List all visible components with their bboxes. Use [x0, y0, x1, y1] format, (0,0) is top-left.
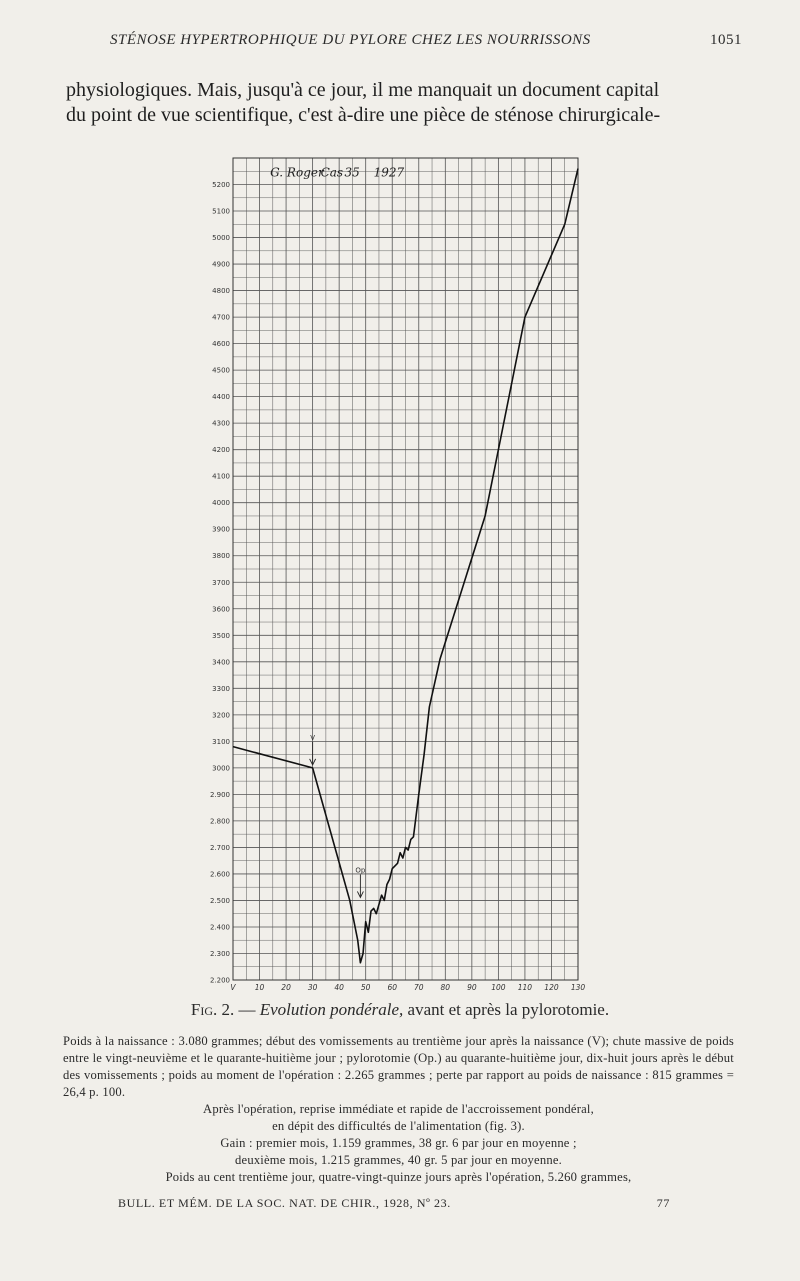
- x-tick-label: 20: [281, 983, 291, 990]
- handwritten-header-text: 35: [344, 165, 360, 180]
- figure-label: Fig. 2.: [190, 1000, 235, 1019]
- y-tick-label: 3500: [212, 631, 230, 640]
- weight-chart: [200, 150, 600, 990]
- figure-title: Evolution pondérale,: [259, 1000, 404, 1019]
- y-tick-label: 2.700: [209, 843, 230, 852]
- y-tick-label: 2.800: [209, 817, 230, 826]
- running-head: [70, 32, 742, 49]
- page-footer: [118, 1196, 670, 1211]
- y-tick-label: 3800: [212, 552, 230, 561]
- x-tick-label: 70: [413, 983, 424, 990]
- y-tick-label: 5100: [212, 207, 230, 216]
- x-tick-label: 90: [467, 983, 477, 990]
- y-tick-label: 2.900: [209, 790, 230, 799]
- figure-dash: —: [238, 1000, 256, 1019]
- y-tick-label: 4600: [212, 340, 230, 349]
- y-tick-label: 2.400: [209, 923, 230, 932]
- y-tick-label: 3400: [212, 658, 230, 667]
- x-tick-label: 110: [517, 983, 533, 990]
- page-number: 1051: [710, 32, 742, 48]
- x-tick-label: 10: [254, 983, 265, 990]
- handwritten-header-text: Cas: [320, 165, 344, 180]
- signature-number: 77: [656, 1196, 670, 1210]
- y-tick-label: 2.200: [209, 976, 230, 985]
- y-tick-label: 3700: [212, 578, 230, 587]
- legend-line: Gain : premier mois, 1.159 grammes, 38 gr. 6 par jour en moyenne ;: [220, 1136, 577, 1150]
- x-tick-label: 40: [334, 983, 344, 990]
- y-tick-label: 4800: [212, 287, 230, 296]
- x-tick-label: 100: [491, 983, 506, 990]
- y-axis-ticks: [210, 181, 230, 984]
- y-tick-label: 4300: [212, 419, 230, 428]
- legend-line: Poids au cent trentième jour, quatre-vingt-quinze jours après l'opération, 5.260 grammes,: [165, 1170, 632, 1184]
- x-tick-label: 120: [544, 983, 559, 990]
- legend-line: en dépit des difficultés de l'alimentation (fig. 3).: [272, 1119, 525, 1133]
- intro-line: du point de vue scientifique, c'est à-dire une pièce de sténose chirurgicale-: [66, 104, 661, 126]
- y-tick-label: 4500: [212, 366, 230, 375]
- chart-grid: [233, 158, 578, 980]
- x-tick-label: 30: [307, 983, 318, 990]
- y-tick-label: 5200: [212, 181, 230, 190]
- y-tick-label: 3600: [212, 605, 230, 614]
- y-tick-label: 2.300: [209, 949, 230, 958]
- y-tick-label: 3900: [212, 525, 230, 534]
- figure-legend: [63, 1033, 734, 1186]
- marker-label: V: [310, 733, 316, 742]
- intro-line: physiologiques. Mais, jusqu'à ce jour, il me manquait un document capital: [66, 79, 660, 101]
- y-tick-label: 4000: [212, 499, 230, 508]
- figure-title-rest: avant et après la pylorotomie.: [407, 1000, 610, 1019]
- y-tick-label: 3200: [212, 711, 230, 720]
- y-tick-label: 4200: [212, 446, 230, 455]
- y-tick-label: 3300: [212, 684, 230, 693]
- chart-markers: [310, 734, 366, 898]
- x-tick-label: 130: [570, 983, 586, 990]
- legend-line: Après l'opération, reprise immédiate et rapide de l'accroissement pondéral,: [203, 1102, 594, 1116]
- journal-citation: BULL. ET MÉM. DE LA SOC. NAT. DE CHIR., 1928, Nº 23.: [118, 1196, 451, 1210]
- y-tick-label: 4700: [212, 313, 230, 322]
- x-axis-ticks: [230, 983, 585, 990]
- y-tick-label: 4100: [212, 472, 230, 481]
- x-tick-label: 50: [360, 983, 371, 990]
- intro-paragraph: [66, 78, 728, 128]
- figure-caption: [0, 1000, 800, 1020]
- x-tick-label: V: [230, 983, 236, 990]
- running-head-title: STÉNOSE HYPERTROPHIQUE DU PYLORE CHEZ LES NOURRISSONS: [110, 32, 591, 48]
- handwritten-header-text: 1927: [373, 165, 405, 180]
- marker-label: Op: [355, 866, 366, 875]
- y-tick-label: 3100: [212, 737, 230, 746]
- x-tick-label: 80: [440, 983, 451, 990]
- y-tick-label: 2.500: [209, 896, 230, 905]
- handwritten-header-text: G. Roger: [270, 165, 324, 180]
- y-tick-label: 4900: [212, 260, 230, 269]
- y-tick-label: 3000: [212, 764, 230, 773]
- y-tick-label: 2.600: [209, 870, 230, 879]
- legend-line: deuxième mois, 1.215 grammes, 40 gr. 5 par jour en moyenne.: [235, 1153, 562, 1167]
- y-tick-label: 4400: [212, 393, 230, 402]
- y-tick-label: 5000: [212, 234, 230, 243]
- chart-handwritten-header: [270, 166, 404, 180]
- x-tick-label: 60: [387, 983, 398, 990]
- legend-paragraph: Poids à la naissance : 3.080 grammes; début des vomissements au trentième jour après la naissance (V); chute massive de poids entre le vingt-neuvième et le quarante-huitième jour ; pylorotomie (Op.) au quarante-huitième jour, dix-huit jours après le début des vomissements ; poids au moment de l'opération : 2.265 grammes ; perte par rapport au poids de naissance : 815 grammes = 26,4 p. 100.: [63, 1034, 734, 1099]
